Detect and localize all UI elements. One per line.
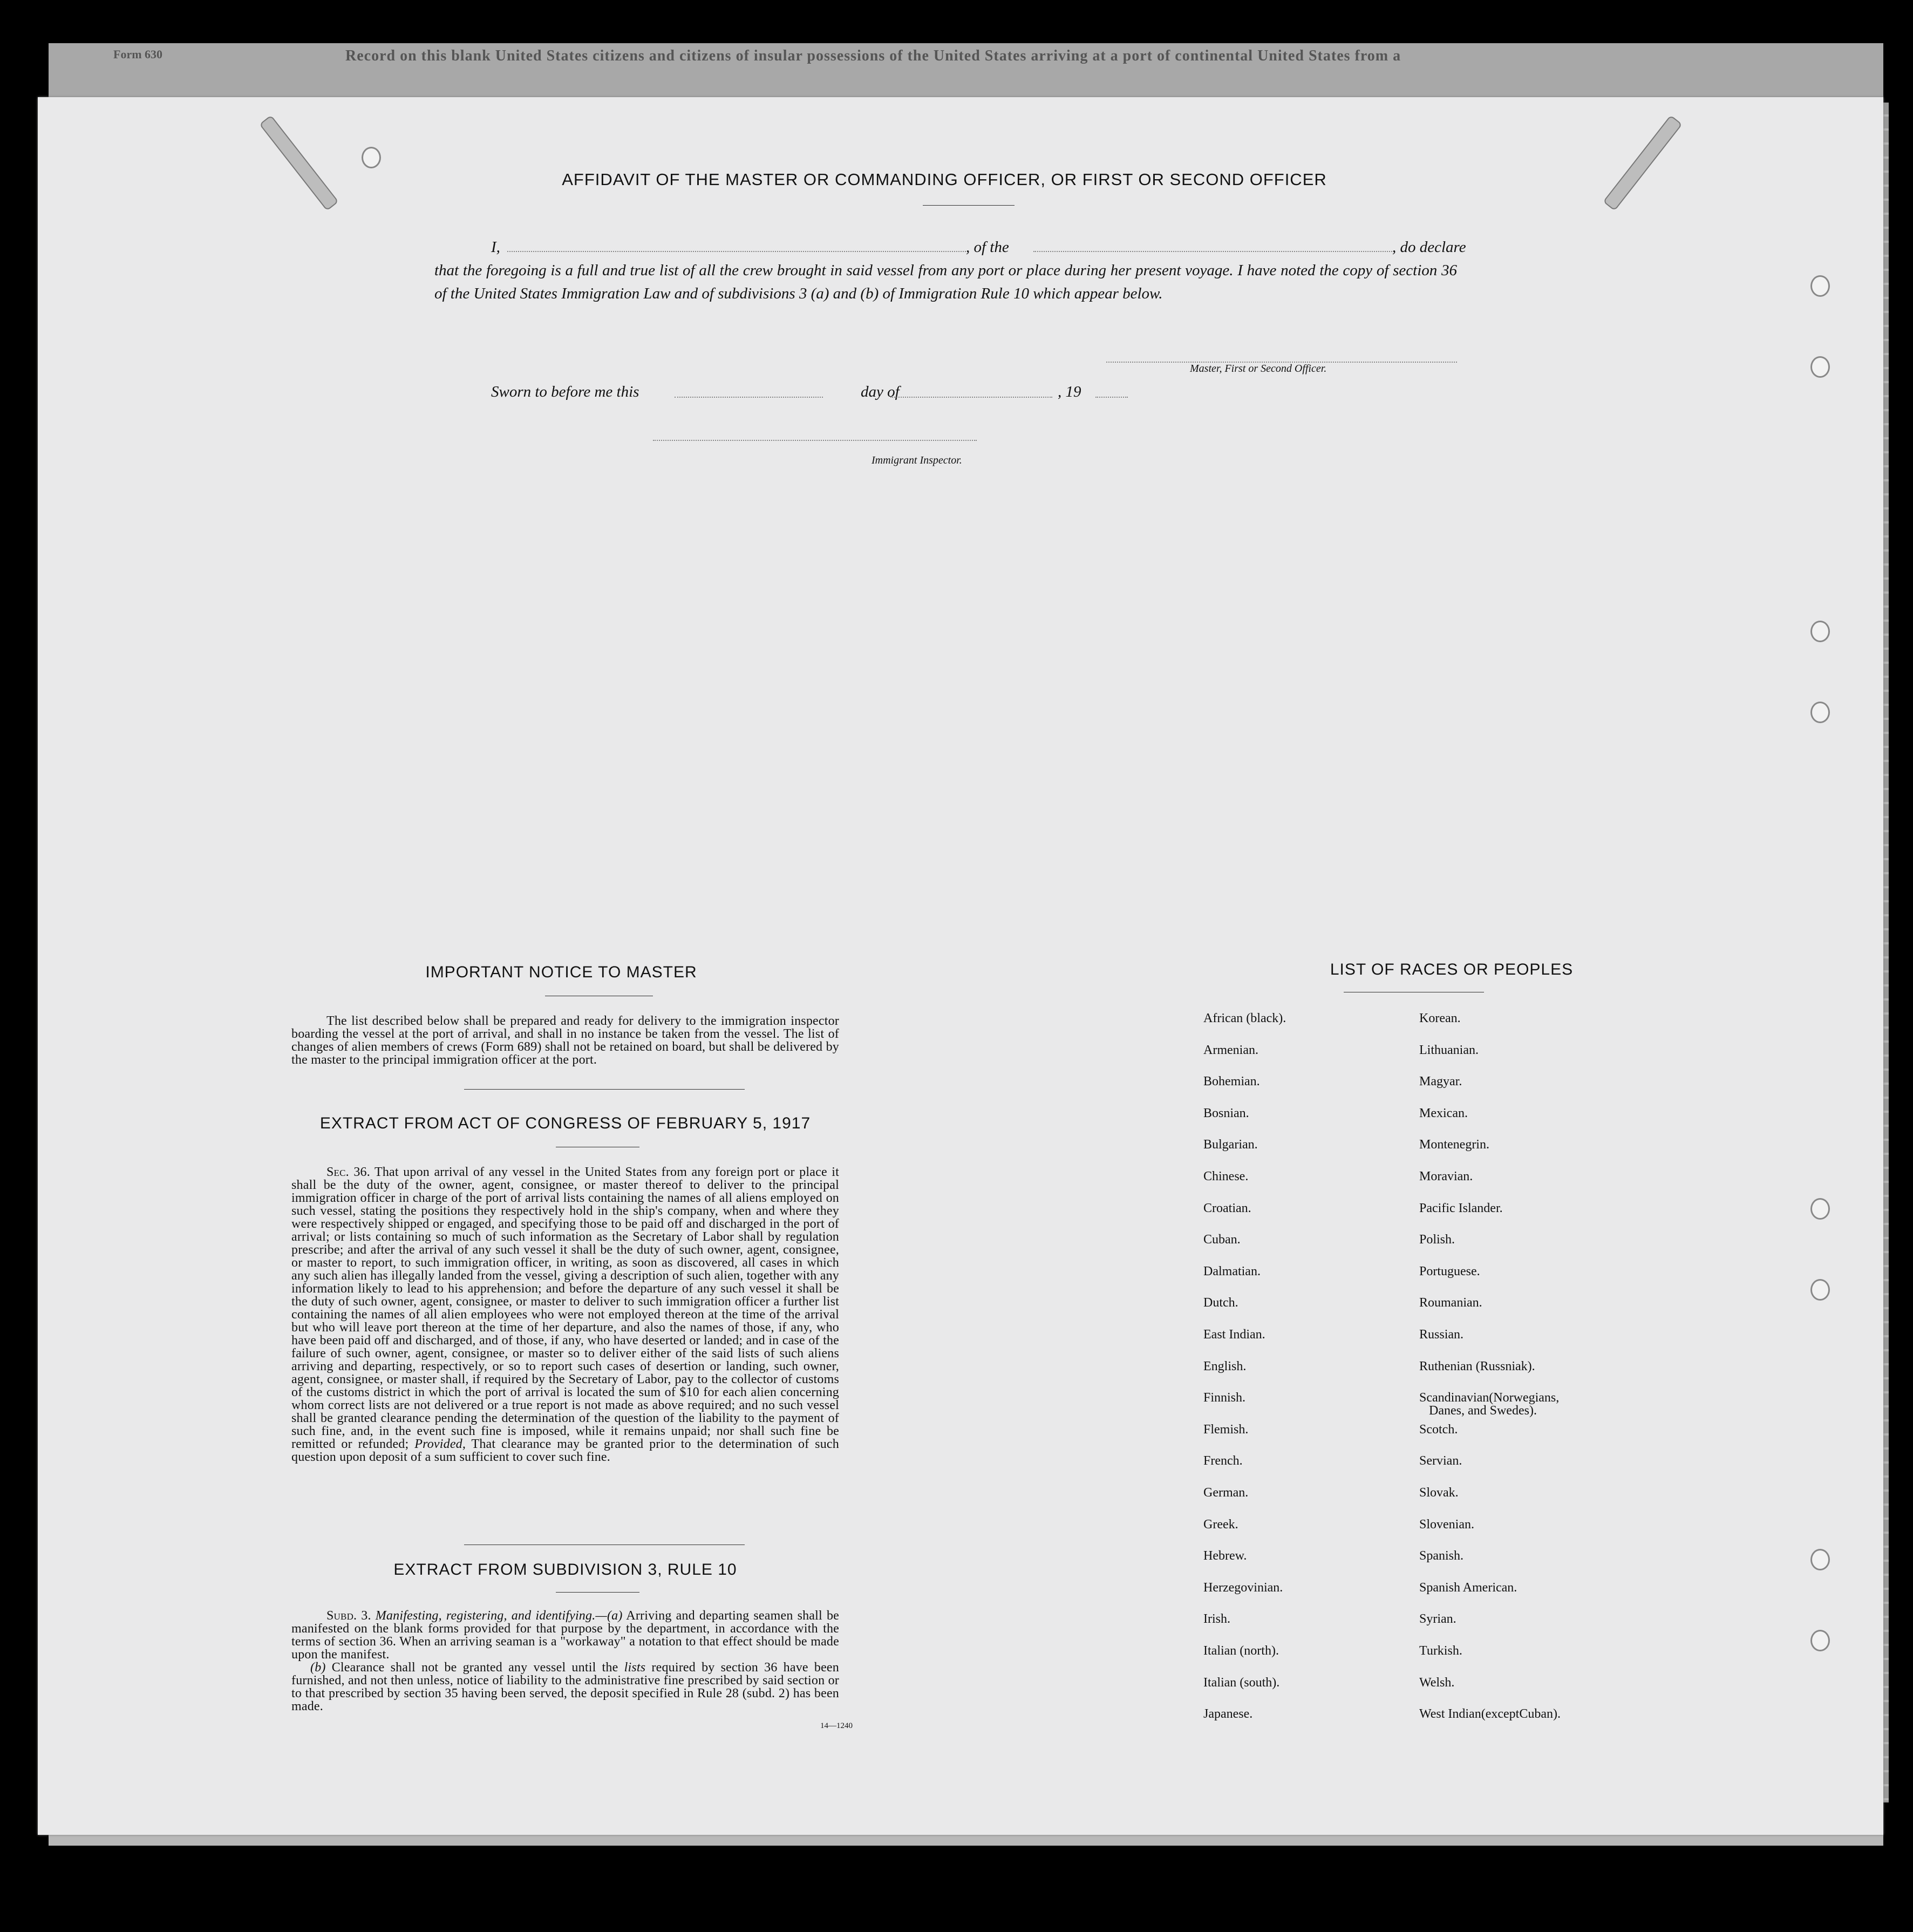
- extract-rule-title: EXTRACT FROM SUBDIVISION 3, RULE 10: [393, 1561, 737, 1579]
- extract-act-title: EXTRACT FROM ACT OF CONGRESS OF FEBRUARY 5, 1917: [319, 1114, 811, 1132]
- race-item: Bosnian.: [1203, 1106, 1249, 1120]
- race-item: Dalmatian.: [1203, 1264, 1261, 1278]
- race-item: Mexican.: [1419, 1106, 1468, 1120]
- binding-tab-right: [1603, 115, 1683, 211]
- race-item: Bulgarian.: [1203, 1138, 1258, 1152]
- race-item: Armenian.: [1203, 1043, 1258, 1057]
- underlying-header-text: Record on this blank United States citizens and citizens of insular possessions of the United States arriving at a port of continental United States from a: [345, 47, 1401, 64]
- officer-caption: Master, First or Second Officer.: [1190, 363, 1327, 375]
- sworn-text: Sworn to before me this: [491, 383, 639, 400]
- notice-title: IMPORTANT NOTICE TO MASTER: [425, 963, 697, 981]
- day-of-text: day of: [861, 383, 900, 400]
- race-item: Slovenian.: [1419, 1517, 1474, 1532]
- month-blank: [890, 397, 1052, 398]
- subd-b-body-1: Clearance shall not be granted any vessel until the: [331, 1661, 618, 1675]
- race-item: Bohemian.: [1203, 1074, 1260, 1089]
- notice-divider: [464, 1089, 745, 1090]
- inspector-caption: Immigrant Inspector.: [872, 454, 962, 466]
- punch-hole: [1810, 702, 1830, 723]
- punch-hole: [1810, 1630, 1830, 1651]
- race-item: African (black).: [1203, 1011, 1286, 1025]
- section-36-body: That upon arrival of any vessel in the United States from any foreign port or place it shall be the duty of the owner, agent, consignee, or master thereof to deliver to the principal immigration officer in charge of the port of arrival lists containing the names of all aliens employed on such vessel, stating the positions they respectively hold in the ship's company, when and where they were respectively shipped or engaged, and specifying those to be paid off and discharged in the port of arrival; or lists containing so much of such information as the Secretary of Labor shall by regulation prescribe; and after the arrival of any such vessel it shall be the duty of such owner, agent, consignee, or master to report, to such immigration officer, in writing, as soon as discovered, all cases in which any such alien has illegally landed from the vessel, giving a description of such alien, together with any information likely to lead to his apprehension; and before the departure of any such vessel it shall be the duty of such owner, agent, consignee, or master to deliver to such immigration officer a further list containing the names of all alien employees who were not employed thereon at the time of the arrival but who will leave port thereon at the time of her departure, and also the names of those, if any, who have been paid off and discharged, and of those, if any, who have deserted or landed; and in case of the failure of such owner, agent, consignee, or master so to deliver either of the said lists of such aliens arriving and departing, respectively, or so to report such cases of desertion or landing, such owner, agent, consignee, or master shall, if required by the Secretary of Labor, pay to the collector of customs of the customs district in which the port of arrival is located the sum of $10 for each alien concerning whom correct lists are not delivered or a true report is not made as above required; and no such vessel shall be granted clearance pending the determination of the question of the liability to the payment of such fine, and, in the event such fine is imposed, while it remains unpaid; nor shall such fine be remitted or refunded;: [291, 1165, 839, 1451]
- inspector-signature-line: [653, 440, 977, 441]
- punch-hole: [362, 147, 381, 168]
- section-36-end: That clearance may be granted prior to the determination of such question upon deposit of a sum sufficient to cover such fine.: [291, 1437, 839, 1464]
- section-36-label: Sec. 36.: [326, 1165, 370, 1179]
- race-item: Russian.: [1419, 1328, 1464, 1342]
- subdivision-a-text: [291, 1609, 839, 1661]
- declaration-do-declare: , do declare: [1392, 239, 1466, 256]
- race-item: Pacific Islander.: [1419, 1201, 1503, 1215]
- race-item: Portuguese.: [1419, 1264, 1480, 1278]
- race-item: Slovak.: [1419, 1486, 1459, 1500]
- extract-rule-rule: [556, 1592, 639, 1593]
- race-item: Finnish.: [1203, 1391, 1246, 1405]
- punch-hole: [1810, 1549, 1830, 1570]
- year-blank: [1095, 397, 1128, 398]
- race-item: Scandinavian(Norwegians, Danes, and Swedes).: [1419, 1391, 1560, 1418]
- race-item: Chinese.: [1203, 1169, 1249, 1183]
- affidavit-title: AFFIDAVIT OF THE MASTER OR COMMANDING OFFICER, OR FIRST OR SECOND OFFICER: [562, 170, 1327, 189]
- race-item: Croatian.: [1203, 1201, 1251, 1215]
- underlying-form-label: Form 630: [113, 47, 163, 61]
- title-rule: [923, 205, 1015, 206]
- race-item: Servian.: [1419, 1454, 1462, 1468]
- race-item: Italian (north).: [1203, 1644, 1279, 1658]
- subd-b-body-2: required by section 36 have been furnished, and not then unless, notice of liability to the administrative fine prescribed by said section or to that prescribed by section 35 having been served, the deposit specified in Rule 28 (subd. 2) has been made.: [291, 1661, 839, 1713]
- race-item: Polish.: [1419, 1233, 1455, 1247]
- race-item: Korean.: [1419, 1011, 1461, 1025]
- declaration-body: that the foregoing is a full and true list of all the crew brought in said vessel from any port or place during her present voyage. I have noted the copy of section 36 of the United States Immigration Law and of subdivisions 3 (a) and (b) of Immigration Rule 10 which appear below.: [434, 262, 1457, 302]
- race-item: West Indian(exceptCuban).: [1419, 1707, 1561, 1722]
- race-item: Hebrew.: [1203, 1549, 1247, 1563]
- punch-hole: [1810, 1198, 1830, 1220]
- race-item: Japanese.: [1203, 1707, 1253, 1722]
- race-item: Dutch.: [1203, 1296, 1238, 1310]
- race-item: Spanish American.: [1419, 1580, 1517, 1595]
- binding-tab-left: [259, 115, 339, 211]
- race-item: Italian (south).: [1203, 1675, 1280, 1690]
- name-blank: [507, 251, 966, 252]
- punch-hole: [1810, 1279, 1830, 1301]
- race-item: Syrian.: [1419, 1612, 1456, 1627]
- race-item: Montenegrin.: [1419, 1138, 1489, 1152]
- race-item: Roumanian.: [1419, 1296, 1482, 1310]
- declaration-i: I,: [491, 239, 500, 256]
- subd-b-label: (b): [310, 1661, 326, 1675]
- race-item: German.: [1203, 1486, 1249, 1500]
- year-text: , 19: [1058, 383, 1081, 400]
- race-item: Magyar.: [1419, 1074, 1462, 1089]
- subd-a-body: Arriving and departing seamen shall be manifested on the blank forms provided for that purpose by the department, in accordance with the terms of section 36. When an arriving seaman is a "workaway" a notation to that effect should be made upon the manifest.: [291, 1609, 839, 1662]
- notice-text: The list described below shall be prepared and ready for delivery to the immigration inspector boarding the vessel at the port of arrival, and shall in no instance be taken from the vessel. The list of changes of alien members of crews (Form 689) shall not be retained on board, but shall be delivered by the master to the principal immigration officer at the port.: [291, 1014, 839, 1067]
- race-item: East Indian.: [1203, 1328, 1265, 1342]
- provided-word: Provided,: [414, 1437, 466, 1451]
- race-item: English.: [1203, 1359, 1247, 1373]
- race-item: French.: [1203, 1454, 1243, 1468]
- race-item: Spanish.: [1419, 1549, 1464, 1563]
- race-item: Scotch.: [1419, 1422, 1458, 1437]
- declaration-of-the: , of the: [966, 239, 1009, 256]
- subd-heading: Manifesting, registering, and identifying.—(a): [375, 1609, 623, 1623]
- subdivision-b-text: [291, 1661, 839, 1713]
- race-item: Welsh.: [1419, 1675, 1455, 1690]
- punch-hole: [1810, 621, 1830, 642]
- race-item: Moravian.: [1419, 1169, 1473, 1183]
- race-item: Greek.: [1203, 1517, 1238, 1532]
- subd-label: Subd. 3.: [326, 1609, 371, 1623]
- race-item: Ruthenian (Russniak).: [1419, 1359, 1535, 1373]
- race-item: Lithuanian.: [1419, 1043, 1479, 1057]
- punch-hole: [1810, 356, 1830, 378]
- race-item: Irish.: [1203, 1612, 1230, 1627]
- race-item: Cuban.: [1203, 1233, 1241, 1247]
- races-title: LIST OF RACES OR PEOPLES: [1330, 961, 1574, 978]
- section-36-text: [291, 1166, 839, 1464]
- form-sheet: [38, 97, 1883, 1835]
- print-code: 14—1240: [820, 1722, 853, 1730]
- race-item: Herzegovinian.: [1203, 1580, 1283, 1595]
- lists-word: lists: [624, 1661, 646, 1675]
- race-item: Flemish.: [1203, 1422, 1249, 1437]
- vessel-blank: [1033, 251, 1392, 252]
- race-item: Turkish.: [1419, 1644, 1462, 1658]
- punch-hole: [1810, 275, 1830, 297]
- day-blank: [675, 397, 823, 398]
